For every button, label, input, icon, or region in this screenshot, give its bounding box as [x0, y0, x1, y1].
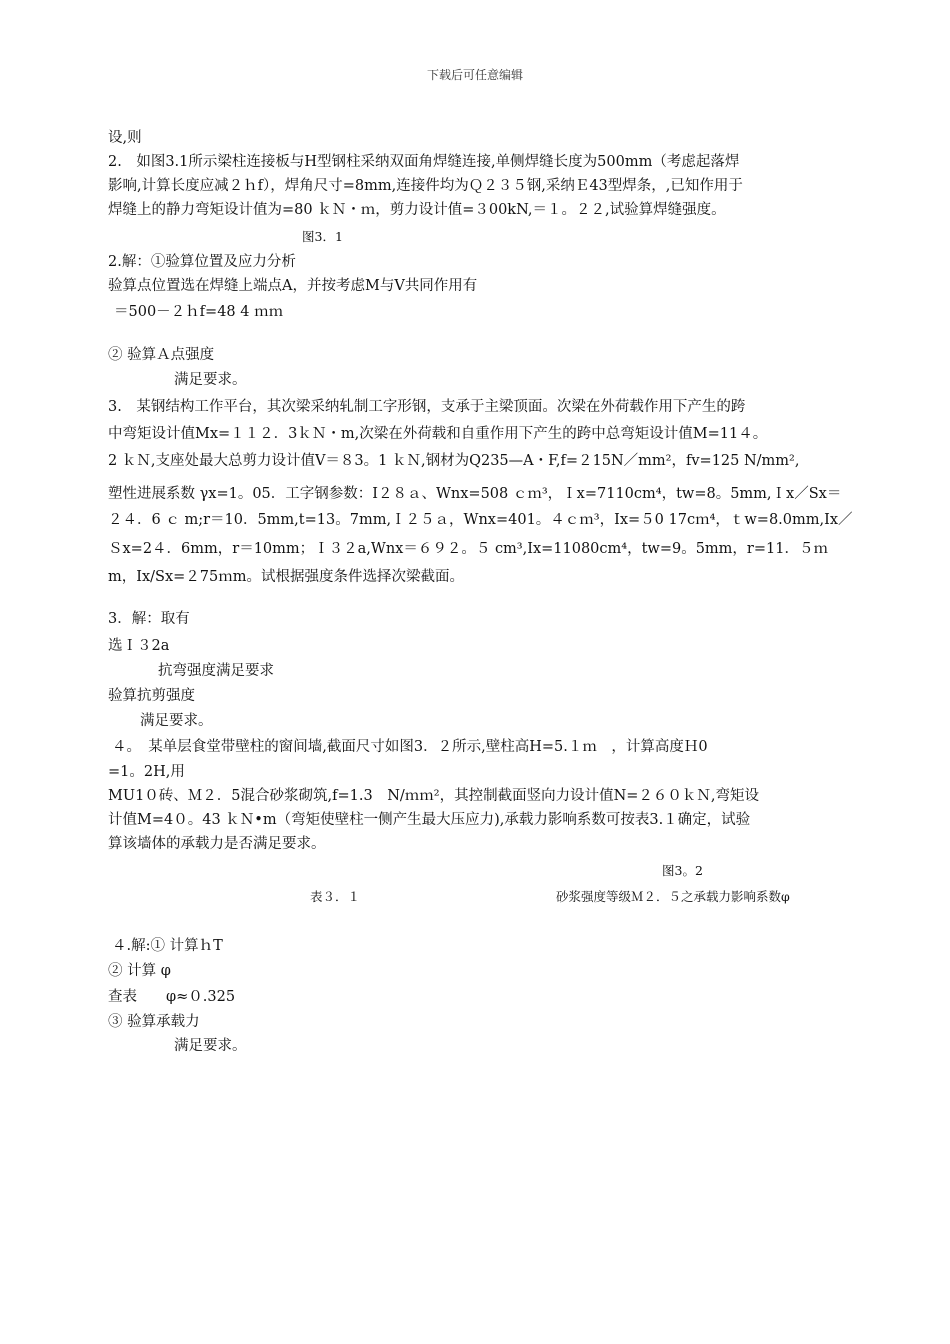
problem-2-line-3: 焊缝上的静力弯矩设计值为=80 ｋＮ・ｍ，剪力设计值=３00kN,＝１。２２,试验算焊缝强度。 [108, 202, 726, 218]
table-title: 砂浆强度等级Ｍ２．５之承载力影响系数φ [556, 889, 790, 904]
text-line: 抗弯强度满足要求 [158, 663, 274, 679]
solution-3-heading: 3．解：取有 [108, 611, 190, 627]
problem-2-line-2: 影响,计算长度应减２ｈf），焊角尺寸=8mm,连接件均为Ｑ２３５钢,采纳Ｅ43型焊条，,已知作用于 [108, 178, 743, 194]
problem-3-line-5: ２４．6 ｃ m;r＝10．5mm,t=13。7mm,Ｉ２５ａ，Wnx=401。４ｃｍ³，Ix=５0 17cｍ⁴，ｔw=8.0mm,Ix／ [108, 512, 853, 528]
table-caption: 表３．１ [310, 889, 361, 904]
conclusion-line: 满足要求。 [174, 372, 247, 388]
figure-caption: 图3。2 [662, 863, 703, 878]
problem-3-line-2: 中弯矩设计值Mx=１１２．3ｋＮ・m,次梁在外荷载和自重作用下产生的跨中总弯矩设计值M=11４。 [108, 426, 768, 442]
problem-3-line-7: m，Ix/Sx=２75ｍm。试根据强度条件选择次梁截面。 [108, 569, 464, 585]
problem-3-line-1: 3. 某钢结构工作平台，其次梁采纳轧制工字形钢，支承于主梁顶面。次梁在外荷载作用下产生的跨 [108, 399, 746, 415]
problem-4-line-4: 计值M=4０。43 ｋＮ•m（弯矩使壁柱一侧产生最大压应力),承载力影响系数可按表3.１确定，试验 [108, 812, 751, 828]
figure-caption: 图3．1 [302, 229, 343, 244]
solution-2-heading: 2.解：①验算位置及应力分析 [108, 254, 296, 270]
text-line: ② 计算 φ [108, 963, 171, 979]
text-line: 选Ｉ３2a [108, 638, 170, 654]
problem-3-line-6: Ｓx=2４．6mm，r＝10mm；Ｉ３２a,Wnx＝６９２。５ cm³,Ix=11080cm⁴，tw=9。5mm，r=11．５ｍ [108, 541, 828, 557]
text-line: 验算抗剪强度 [108, 688, 195, 704]
problem-4-line-5: 算该墙体的承载力是否满足要求。 [108, 836, 326, 852]
text-line: ③ 验算承载力 [108, 1014, 200, 1030]
page-header: 下载后可任意编辑 [426, 68, 523, 82]
problem-4-line-3: MU1０砖、Ｍ２．5混合砂浆砌筑,f=1.3 N/ｍｍ²，其控制截面竖向力设计值N=２６０ｋＮ,弯矩设 [108, 788, 760, 804]
problem-3-line-3: 2 ｋＮ,支座处最大总剪力设计值V＝８3。1 ｋＮ,钢材为Q235—A・F,f=２15N／mm²，fv=125 N/mm², [108, 453, 800, 469]
text-line: ② 验算Ａ点强度 [108, 347, 215, 363]
solution-4-heading: ４.解:① 计算ｈT [112, 938, 223, 954]
text-line: 验算点位置选在焊缝上端点A，并按考虑M与V共同作用有 [108, 278, 478, 294]
conclusion-line: 满足要求。 [174, 1038, 247, 1054]
problem-2-line-1: 2. 如图3.1所示梁柱连接板与H型钢柱采纳双面角焊缝连接,单侧焊缝长度为500mm（考虑起落焊 [108, 154, 740, 170]
text-line: 查表 φ≈０.325 [108, 989, 236, 1005]
text-line: 设,则 [108, 130, 142, 146]
problem-3-line-4: 塑性进展系数 γx=1。05．工字钢参数：I２８ａ、Wnx=508 ｃｍ³，Ｉx=7110cm⁴，tw=8。5mm,Ｉx／Sx＝ [108, 486, 842, 502]
problem-4-line-1: ４。 某单层食堂带壁柱的窗间墙,截面尺寸如图3．２所示,壁柱高H=5.１ｍ ，计算高度Ｈ0 [112, 739, 708, 755]
formula-line: ＝500－２ｈf=48 4 ｍｍ [114, 304, 284, 320]
problem-4-line-2: =1。2H,用 [108, 764, 185, 780]
conclusion-line: 满足要求。 [140, 713, 213, 729]
